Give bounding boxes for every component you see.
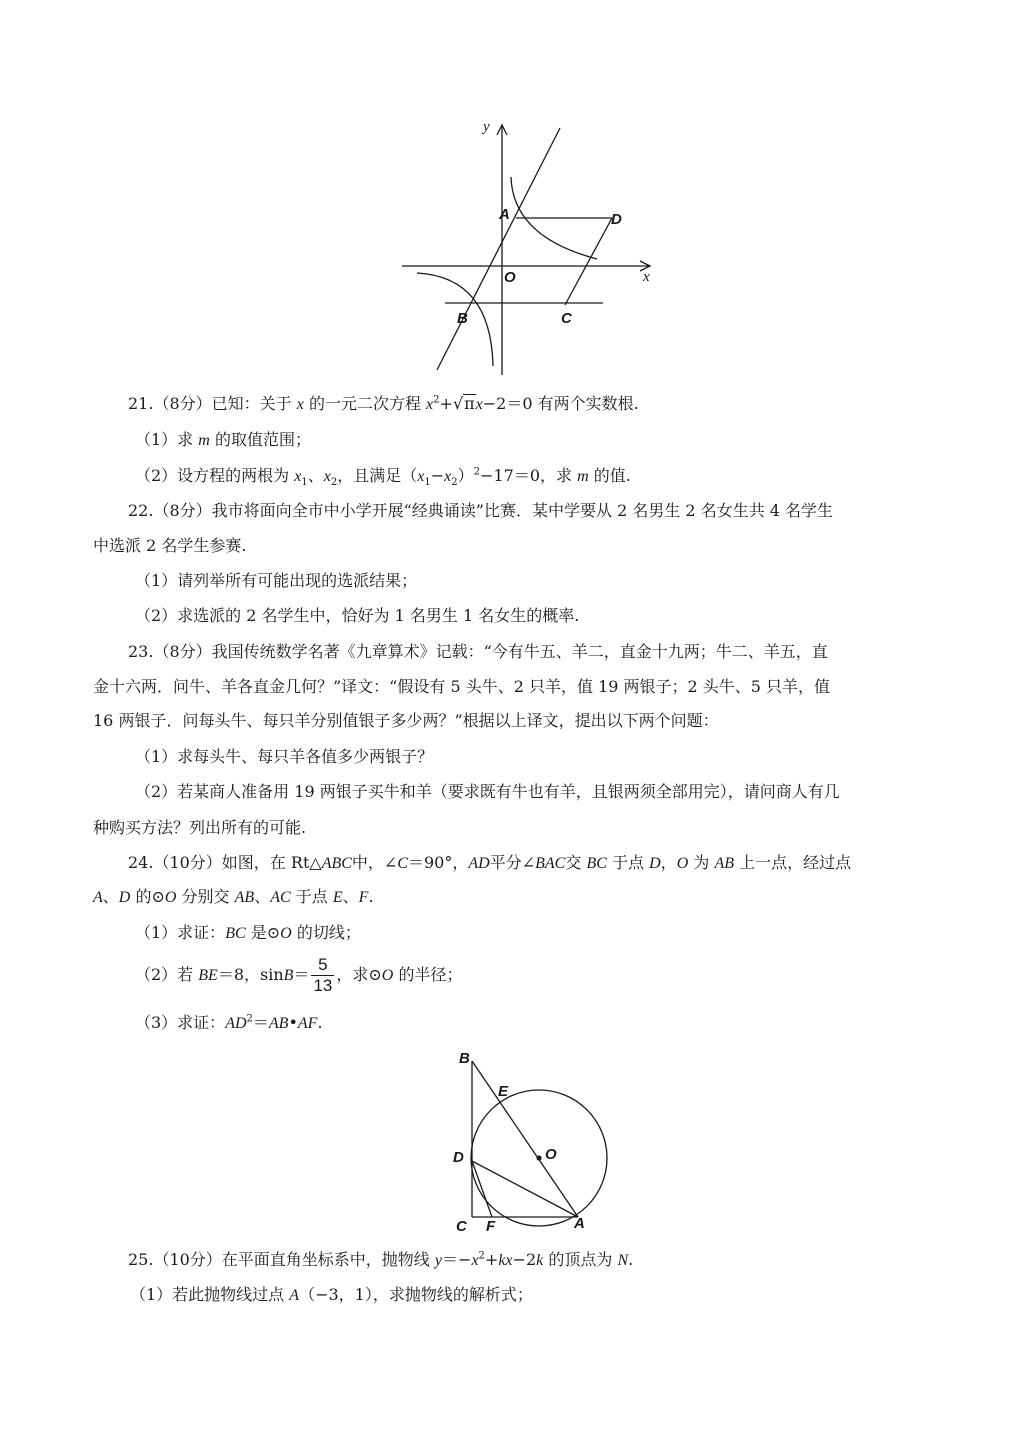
q24-statement-line1: 24.（10分）如图，在 Rt△ABC中，∠C＝90°，AD平分∠BAC交 BC 于点 D，O 为 AB 上一点，经过点 bbox=[128, 853, 852, 872]
origin-label: O bbox=[504, 269, 516, 286]
y-axis-label: y bbox=[483, 119, 490, 135]
point-c-label: C bbox=[456, 1218, 467, 1235]
q21-statement: 21.（8分）已知：关于 x 的一元二次方程 $x^2+√\pi x-2=0$ 有两个实数根. bbox=[128, 394, 639, 413]
x-axis-label: x bbox=[643, 269, 650, 285]
point-b-label: B bbox=[457, 310, 468, 327]
point-e-label: E bbox=[498, 1083, 509, 1100]
q23-part1: （1）求每头牛、每只羊各值多少两银子？ bbox=[135, 747, 434, 766]
q24-part1: （1）求证：BC 是⊙O 的切线； bbox=[135, 923, 361, 942]
q22-part1: （1）请列举所有可能出现的选派结果； bbox=[135, 571, 418, 590]
q21-part2: （2）设方程的两根为 $x_1$、$x_2$，且满足$(x_1-x_2)^2-17=0$，求 m 的值. bbox=[135, 466, 631, 489]
point-d-label: D bbox=[611, 211, 622, 228]
point-f-label: F bbox=[486, 1218, 496, 1235]
coordinate-figure bbox=[395, 115, 665, 380]
point-d-label: D bbox=[453, 1149, 464, 1166]
point-c-label: C bbox=[561, 310, 572, 327]
segment-ab bbox=[472, 1061, 578, 1217]
q23-statement-line2: 金十六两．问牛、羊各直金几何？”译文：“假设有 5 头牛、2 只羊，值 19 两银子；2 头牛、5 只羊，值 bbox=[93, 677, 831, 696]
q22-statement-line2: 中选派 2 名学生参赛. bbox=[93, 536, 247, 555]
q23-statement-line3: 16 两银子．问每头牛、每只羊分别值银子多少两？”根据以上译文，提出以下两个问题： bbox=[93, 711, 719, 730]
q24-part2: （2）若 BE＝8，sinB＝ $\frac{5}{13}$ ，求⊙O 的半径； bbox=[135, 955, 463, 995]
fraction-5-13: $\frac{5}{13}$ bbox=[313, 955, 333, 995]
q22-statement-line1: 22.（8分）我市将面向全市中小学开展“经典诵读”比赛．某中学要从 2 名男生 2 名女生共 4 名学生 bbox=[128, 501, 834, 520]
q21-part1: （1）求 m 的取值范围； bbox=[135, 430, 311, 449]
point-a-label: A bbox=[499, 206, 510, 223]
q23-statement-line1: 23.（8分）我国传统数学名著《九章算术》记载：“今有牛五、羊二，直金十九两；牛二、羊五，直 bbox=[128, 642, 828, 661]
q25-statement: 25.（10分）在平面直角坐标系中，抛物线 $y=-x^2+kx-2k$ 的顶点为 N. bbox=[128, 1250, 634, 1269]
segment-da bbox=[472, 1161, 578, 1217]
point-o-label: O bbox=[545, 1146, 557, 1163]
q23-part2-line2: 种购买方法？列出所有的可能. bbox=[93, 818, 307, 837]
line-ab bbox=[437, 128, 560, 370]
point-a-label: A bbox=[574, 1215, 585, 1232]
q24-part3: （3）求证：$AD^2=AB•AF$. bbox=[135, 1013, 323, 1032]
q25-part1: （1）若此抛物线过点 A（−3，1），求抛物线的解析式； bbox=[130, 1285, 533, 1304]
circle-triangle-figure bbox=[448, 1045, 618, 1235]
q22-part2: （2）求选派的 2 名学生中，恰好为 1 名男生 1 名女生的概率. bbox=[135, 606, 580, 625]
q23-part2-line1: （2）若某商人准备用 19 两银子买牛和羊（要求既有牛也有羊，且银两须全部用完），请问商人有几 bbox=[135, 782, 840, 801]
segment-dc bbox=[565, 218, 612, 305]
hyperbola-lower-branch bbox=[417, 273, 493, 366]
point-b-label: B bbox=[459, 1050, 470, 1067]
q24-statement-line2: A、D 的⊙O 分别交 AB、AC 于点 E、F. bbox=[93, 887, 374, 906]
center-dot bbox=[536, 1155, 541, 1160]
